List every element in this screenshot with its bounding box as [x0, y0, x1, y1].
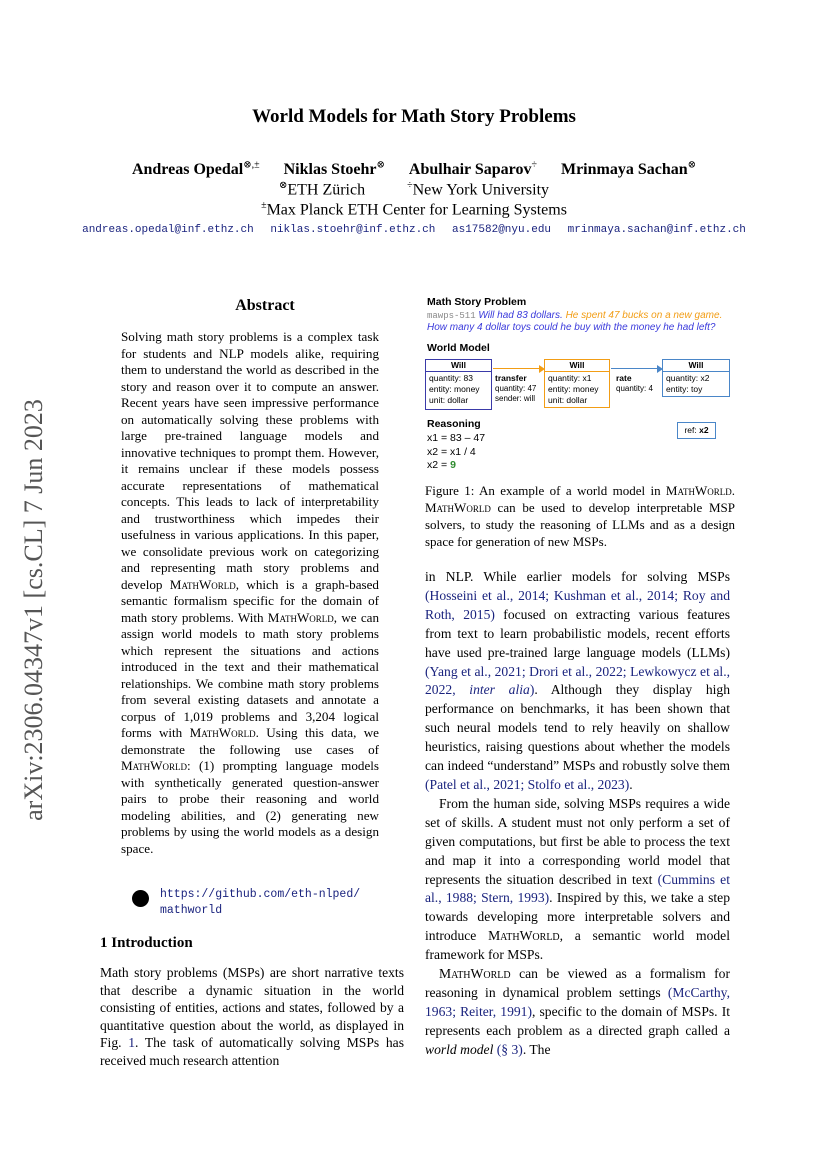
affiliation-maxplanck: Max Planck ETH Center for Learning Systems: [266, 201, 567, 219]
world-model-node: Will quantity: x2 entity: toy: [662, 359, 730, 397]
mathworld-name: MathWorld: [488, 928, 560, 944]
abstract-body: Solving math story problems is a complex task for students and NLP models alike, requiring them to understand the world as described in the story and reason over it to compute an answer. Recent years have seen impressive performance on automatically solving these problems with large pre-trained language models and innovative techniques to prompt them. However, it remains unclear if these models possess accurate representations of mathematical concepts. This leads to lack of interpretability and trustworthiness which impedes their usefulness in various applications. In this paper, we consolidate previous work on categorizing and representing math story problems and develop MathWorld, which is a graph-based semantic formalism specific for the domain of math story problems. With MathWorld, we can assign world models to math story problems which represent the situations and actions introduced in the text and their mathematical relationships. We combine math story problems from several existing datasets and annotate a corpus of 1,019 problems and 3,204 logical forms with MathWorld. Using this data, we demonstrate the following use cases of MathWorld: (1) prompting language models with synthetically generated question-answer pairs to probe their reasoning and world modeling abilities, and (2) generating new problems by using the world models as a design space.: [121, 329, 380, 856]
author: Mrinmaya Sachan⊗: [560, 160, 697, 179]
intro-paragraph: Math story problems (MSPs) are short narrative texts that describe a dynamic situation in the world consisting of entities, actions and states, followed by a quantitative question about the world, as displayed in Fig. 1. The task of automatically solving MSPs has received much research attention: [100, 965, 404, 1068]
emphasis: world model: [425, 1041, 494, 1057]
email-list: [0, 224, 828, 236]
email-link[interactable]: as17582@nyu.edu: [452, 224, 552, 236]
affiliation-line: ⊗ETH Zürich ÷New York University: [278, 180, 550, 199]
transfer-relation: transfer quantity: 47 sender: will: [495, 373, 537, 403]
affiliation-line: ±Max Planck ETH Center for Learning Systems: [261, 200, 567, 219]
citation-link[interactable]: (§ 3): [496, 1041, 523, 1057]
github-link[interactable]: https://github.com/eth-nlped/ mathworld: [132, 887, 392, 919]
affiliation-eth: ETH Zürich: [287, 181, 366, 199]
github-icon: [132, 890, 149, 907]
text-run: . Inspired by this, we take a step towards developing more interpretable solvers and introduce: [425, 890, 730, 944]
text-run: , a semantic world model framework for MSPs.: [425, 928, 730, 963]
ref-box: ref: x2: [677, 422, 716, 439]
citation-link[interactable]: (Hosseini et al., 2014; Kushman et al., 2014; Roy and Roth, 2015): [425, 587, 730, 622]
reasoning-steps: x1 = 83 – 47 x2 = x1 / 4 x2 = 9: [427, 432, 486, 471]
world-model-heading: World Model: [427, 342, 490, 354]
figure-ref-link[interactable]: 1: [128, 1035, 136, 1051]
arxiv-identifier: arXiv:2306.04347v1 [cs.CL] 7 Jun 2023: [19, 399, 48, 821]
rate-relation: rate quantity: 4: [616, 373, 653, 393]
citation-link[interactable]: (Cummins et al., 1988; Stern, 1993): [425, 871, 730, 906]
section-heading: 1 Introduction: [100, 935, 193, 951]
text-run: .: [629, 776, 633, 792]
msp-heading: Math Story Problem: [427, 296, 527, 308]
right-column: [425, 568, 730, 1060]
author: Abulhair Saparov÷: [408, 160, 537, 179]
email-link[interactable]: andreas.opedal@inf.ethz.ch: [82, 224, 254, 236]
figure-caption: Figure 1: An example of a world model in MathWorld. MathWorld can be used to develop interpretable MSP solvers, to study the reasoning of LLMs and as a design space for generation of new MSPs.: [425, 483, 735, 549]
transfer-arrow: [493, 368, 543, 369]
reasoning-heading: Reasoning: [427, 418, 481, 430]
email-link[interactable]: mrinmaya.sachan@inf.ethz.ch: [567, 224, 746, 236]
text-run: can be viewed as a formalism for reasoning in dynamical problem settings: [425, 966, 730, 1000]
text-run: focused on extracting various features from text to learn probabilistic models, recent efforts have used pre-trained large language models (LLMs): [425, 606, 730, 660]
citation-link[interactable]: inter alia: [469, 682, 530, 698]
world-model-node: Will quantity: 83 entity: money unit: dollar: [425, 359, 492, 410]
citation-link[interactable]: (Yang et al., 2021; Drori et al., 2022; Lewkowycz et al., 2022,: [425, 663, 730, 698]
paragraph: [425, 568, 730, 795]
msp-text: mawps-511 Will had 83 dollars. He spent 47 bucks on a new game. How many 4 dollar toys could he buy with the money he had left?: [427, 310, 723, 333]
paper-title: World Models for Math Story Problems: [252, 106, 576, 127]
mathworld-name: MathWorld: [439, 966, 511, 982]
text-run: . Although they display high performance on benchmarks, it has been shown that such neural models tend to rely heavily on shallow heuristics, raising questions about whether the models can indeed “understand” MSPs and robustly solve them: [425, 682, 731, 774]
paragraph: [425, 795, 730, 965]
email-link[interactable]: niklas.stoehr@inf.ethz.ch: [270, 224, 436, 236]
text-run: . The: [522, 1041, 551, 1057]
citation-link[interactable]: ): [529, 682, 535, 698]
paragraph: [425, 965, 730, 1060]
answer-value: 9: [450, 459, 456, 471]
rate-arrow: [611, 368, 661, 369]
citation-link[interactable]: (Patel et al., 2021; Stolfo et al., 2023): [425, 776, 630, 792]
author: Niklas Stoehr⊗: [283, 160, 385, 179]
text-run: in NLP. While earlier models for solving MSPs: [425, 569, 730, 584]
arxiv-sidebar: [14, 375, 54, 845]
affiliation-nyu: New York University: [412, 181, 550, 199]
citation-link[interactable]: (McCarthy, 1963; Reiter, 1991): [425, 984, 730, 1019]
world-model-node: Will quantity: x1 entity: money unit: dollar: [544, 359, 610, 408]
author-list: [0, 160, 828, 179]
abstract-heading: Abstract: [235, 297, 295, 314]
text-run: From the human side, solving MSPs requires a wide set of skills. A student must not only perform a set of given computations, but first be able to process the text and map it into a corresponding world model that represents the situation described in text: [425, 795, 730, 887]
author: Andreas Opedal⊗,±: [131, 160, 260, 179]
figure-1: [425, 296, 735, 476]
text-run: , specific to the domain of MSPs. It represents each problem as a directed graph called a: [425, 1003, 731, 1038]
